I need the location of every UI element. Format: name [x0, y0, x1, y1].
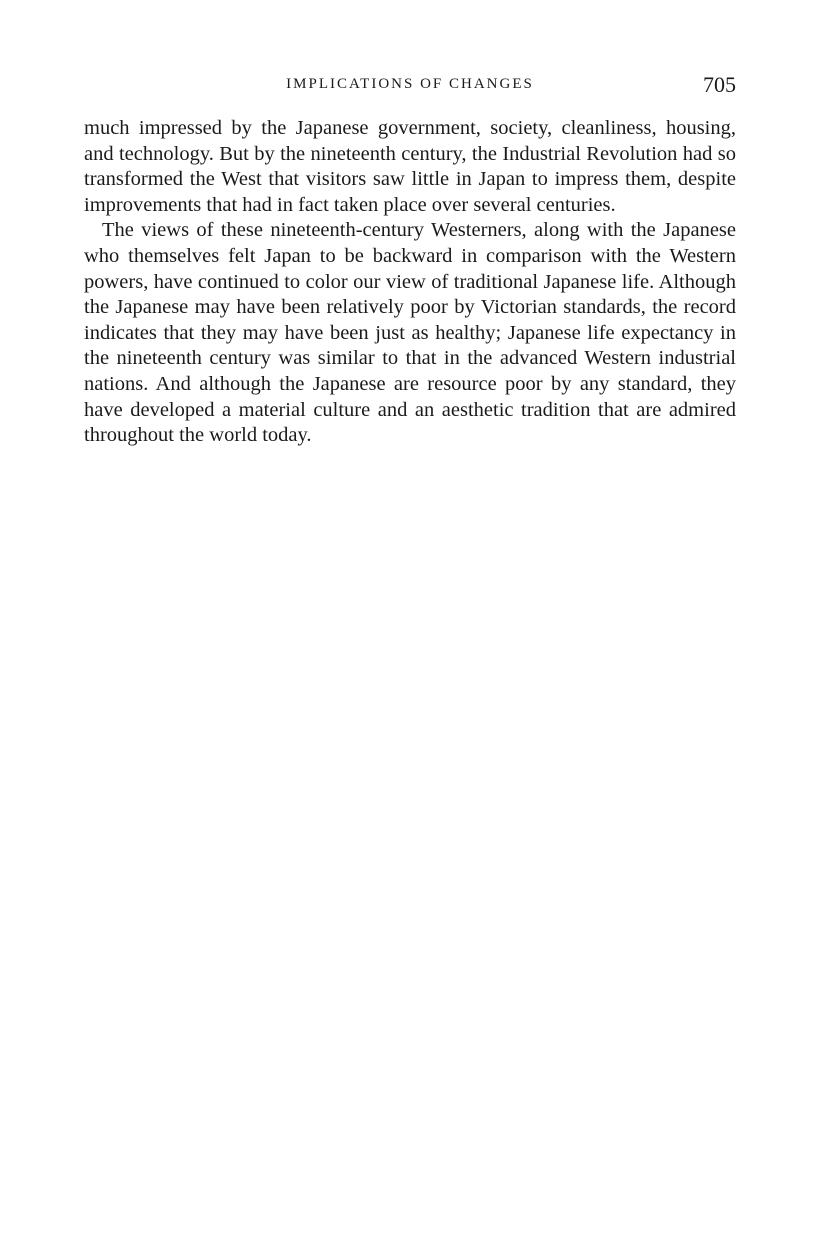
page-number: 705: [703, 72, 736, 97]
paragraph: The views of these nineteenth-century Westerners, along with the Japanese who themselves felt Japan to be backward in comparison with the Western powers, have continued to color our view of traditional Japanese life. Although the Japanese may have been relatively poor by Victorian standards, the record indicates that they may have been just as healthy; Japanese life expectancy in the nineteenth century was similar to that in the advanced Western industrial nations. And although the Japanese are resource poor by any standard, they have developed a material culture and an aesthetic tradition that are admired throughout the world today.: [84, 219, 736, 447]
paragraph-continued: much impressed by the Japanese government, society, cleanliness, housing, and technology. But by the nineteenth century, the Industrial Revolution had so transformed the West that visitors saw little in Japan to impress them, despite improvements that had in fact taken place over several centuries.: [84, 117, 736, 216]
body-text: [84, 116, 736, 449]
running-head: [84, 72, 736, 102]
running-title: IMPLICATIONS OF CHANGES: [286, 76, 534, 92]
